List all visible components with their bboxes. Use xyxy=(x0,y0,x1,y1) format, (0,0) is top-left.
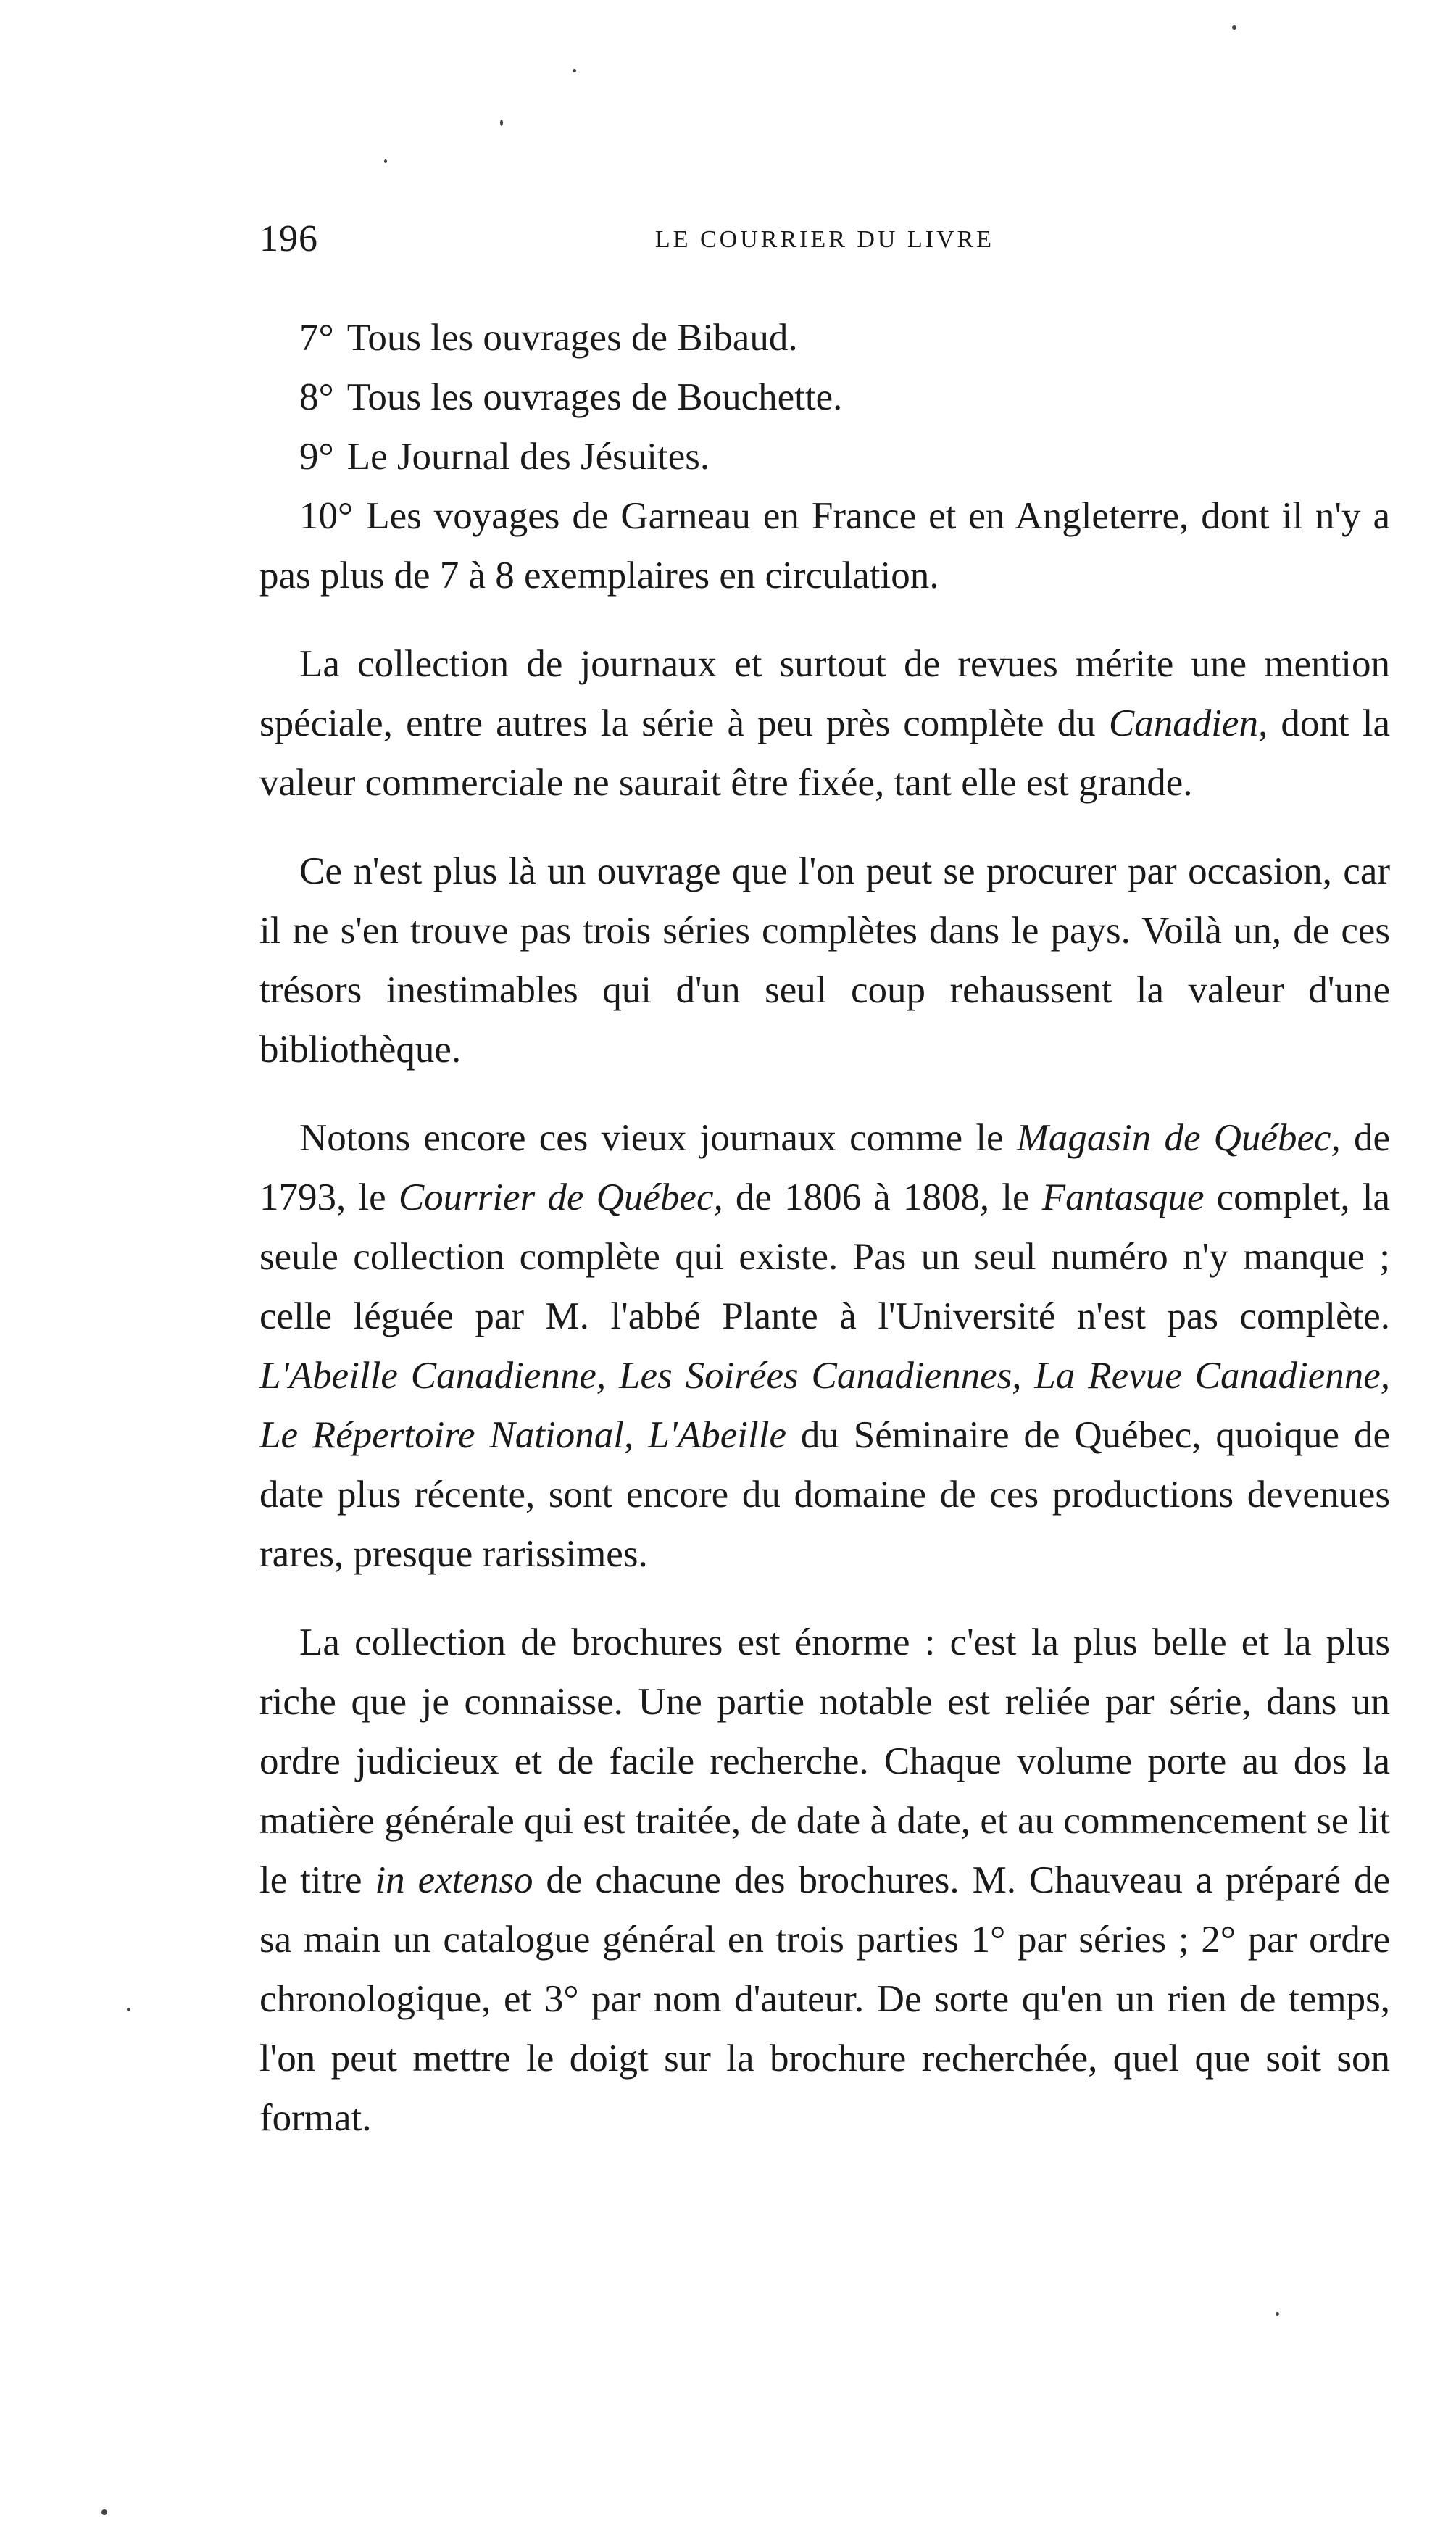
paragraph-vieux-journaux xyxy=(259,1108,1390,1584)
italic-title: Canadien, xyxy=(1108,702,1268,744)
text-run: complet, la seule collection complète qui existe. Pas un seul numéro n'y manque ; celle léguée par M. l'abbé Plante à l'Université n'est pas complète. xyxy=(259,1176,1391,1337)
scan-speck xyxy=(101,2509,107,2515)
italic-phrase: in extenso xyxy=(375,1859,533,1901)
list-item xyxy=(259,308,1390,367)
scan-speck xyxy=(384,159,387,163)
list-ordinal: 10° xyxy=(299,495,354,537)
list-ordinal: 8° xyxy=(299,376,334,418)
scan-speck xyxy=(500,120,503,126)
text-run: du Séminaire de Québec, quoique de date plus récente, sont encore du domaine de ces productions devenues rares, presque rarissimes. xyxy=(259,1414,1390,1575)
page-number: 196 xyxy=(259,218,318,259)
list-text: Tous les ouvrages de Bouchette. xyxy=(346,376,843,418)
list-text: Tous les ouvrages de Bibaud. xyxy=(346,317,798,359)
running-title: LE COURRIER DU LIVRE xyxy=(654,226,995,253)
italic-title: Courrier de Québec, xyxy=(398,1176,723,1218)
paragraph-brochures xyxy=(259,1613,1390,2148)
list-ordinal: 7° xyxy=(299,317,334,359)
list-item xyxy=(259,367,1390,427)
paragraph-journaux xyxy=(259,634,1390,813)
text-run: La collection de journaux et surtout de revues mérite une mention spéciale, entre autres la série à peu près complète du xyxy=(259,643,1390,744)
text-run: La collection de brochures est énorme : c'est la plus belle et la plus riche que je connaisse. Une partie notable est reliée par série, dans un ordre judicieux et de facile recherche. Chaque volume porte au dos la matière générale qui est traitée, de date à date, et au commencement se lit le titre xyxy=(259,1621,1390,1901)
list-ordinal: 9° xyxy=(299,436,334,478)
scan-speck xyxy=(1276,2312,1279,2316)
page-body xyxy=(259,308,1390,2148)
list-item xyxy=(259,486,1390,605)
list-item xyxy=(259,427,1390,486)
list-text: Le Journal des Jésuites. xyxy=(346,436,710,478)
scan-speck xyxy=(127,2008,130,2011)
paragraph-tresors xyxy=(259,842,1390,1079)
list-text: Les voyages de Garneau en France et en Angleterre, dont il n'y a pas plus de 7 à 8 exemplaires en circulation. xyxy=(259,495,1390,597)
scan-speck xyxy=(573,69,576,72)
text-run: dont la valeur commerciale ne saurait être fixée, tant elle est grande. xyxy=(259,702,1390,804)
text-run: de 1806 à 1808, le xyxy=(723,1176,1042,1218)
page-header xyxy=(259,217,1390,275)
text-run: Ce n'est plus là un ouvrage que l'on peut se procurer par occasion, car il ne s'en trouve pas trois séries complètes dans le pays. Voilà un, de ces trésors inestimables qui d'un seul coup rehaussent la valeur d'une bibliothèque. xyxy=(259,850,1390,1071)
text-run: Notons encore ces vieux journaux comme le xyxy=(299,1117,1017,1159)
italic-title: L'Abeille Canadienne, Les Soirées Canadiennes, La Revue Canadienne, Le Répertoire National, L'Abeille xyxy=(259,1355,1390,1456)
italic-title: Magasin de Québec, xyxy=(1016,1117,1341,1159)
text-run: de chacune des brochures. M. Chauveau a préparé de sa main un catalogue général en trois parties 1° par séries ; 2° par ordre chronologique, et 3° par nom d'auteur. De sorte qu'en un rien de temps, l'on peut mettre le doigt sur la brochure recherchée, quel que soit son format. xyxy=(259,1859,1390,2139)
italic-title: Fantasque xyxy=(1041,1176,1205,1218)
text-run: de 1793, le xyxy=(259,1117,1390,1218)
scan-speck xyxy=(1232,25,1236,30)
